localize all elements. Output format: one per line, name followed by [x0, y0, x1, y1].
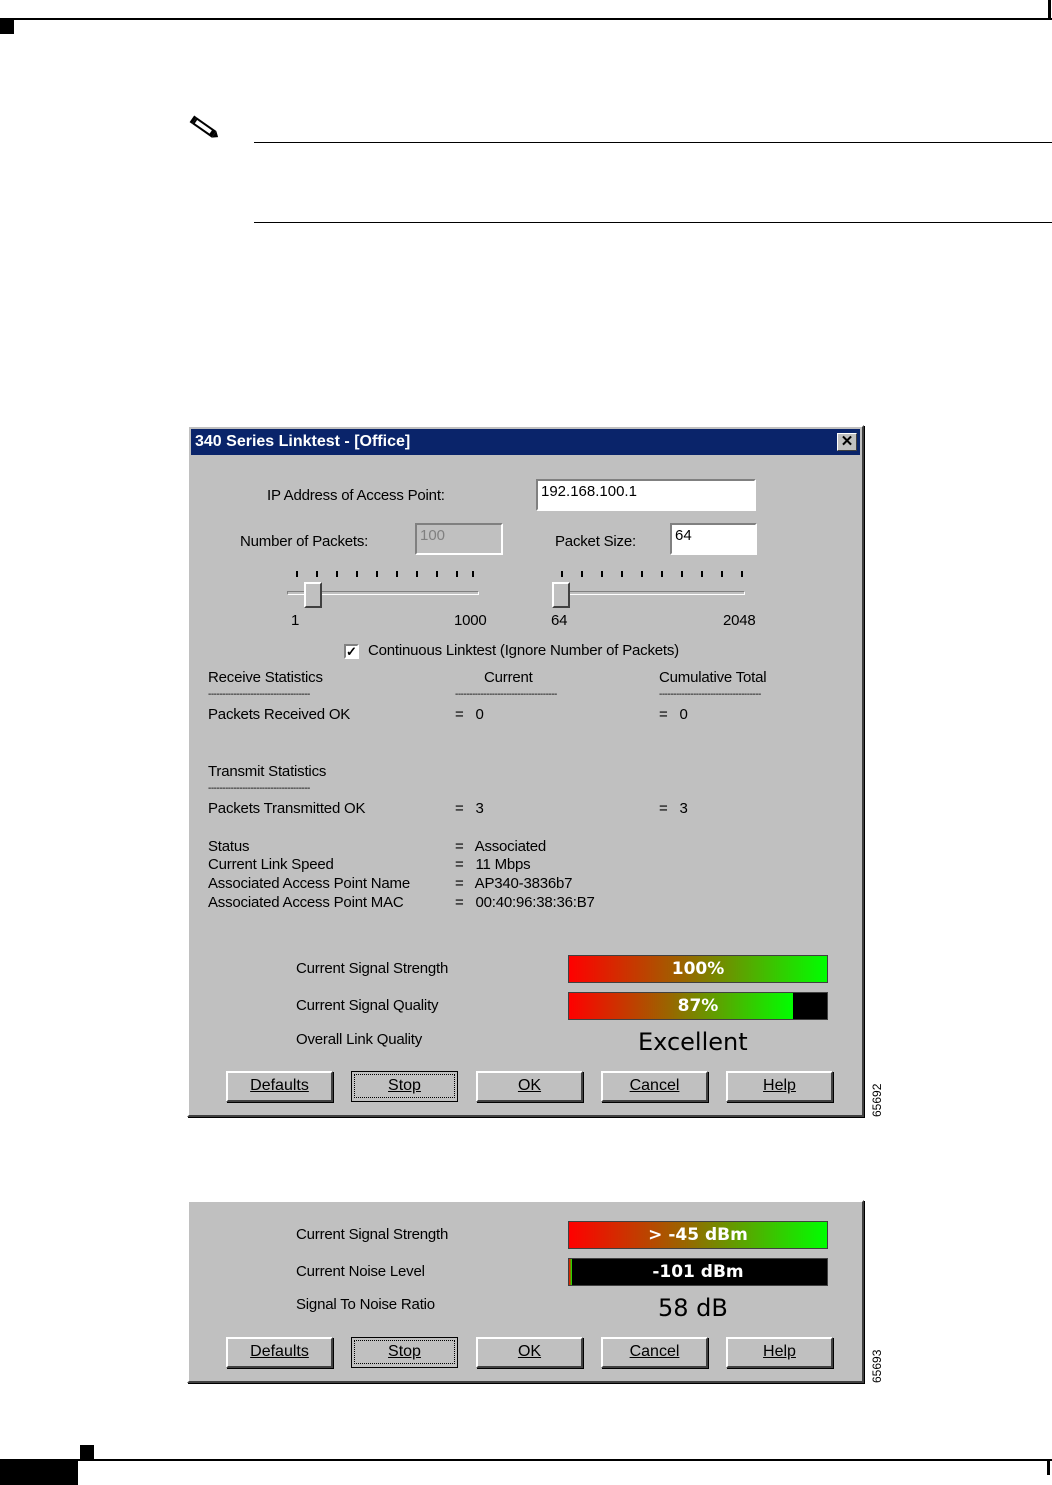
continuous-linktest-checkbox[interactable] [344, 644, 359, 659]
note-bottom-rule [254, 222, 1052, 223]
packet-size-slider[interactable] [552, 571, 752, 611]
defaults-button[interactable]: Defaults [226, 1337, 333, 1368]
packets-slider[interactable] [287, 571, 487, 611]
header-underline: ------------------------------------ [208, 785, 310, 793]
slider-tick [316, 571, 318, 577]
signal-strength-bar [568, 955, 828, 983]
page-number-block [0, 1461, 78, 1485]
slider-tick [396, 571, 398, 577]
status-label: Status [208, 838, 250, 855]
slider-thumb[interactable] [552, 582, 570, 608]
packets-transmitted-current: = 3 [455, 800, 484, 817]
ap-name-value: = AP340-3836b7 [455, 875, 573, 892]
current-column-header: Current [484, 669, 533, 686]
stop-button[interactable]: Stop [351, 1337, 458, 1368]
slider-tick [581, 571, 583, 577]
linktest-dialog [187, 425, 864, 1117]
slider-tick [701, 571, 703, 577]
snr-value: 58 dB [658, 1294, 728, 1322]
ip-address-label: IP Address of Access Point: [267, 487, 445, 504]
figure-id: 65692 [870, 1083, 884, 1117]
number-of-packets-label: Number of Packets: [240, 533, 369, 550]
packets-received-label: Packets Received OK [208, 706, 351, 723]
status-value: = Associated [455, 838, 547, 855]
signal-strength-value: 100% [671, 959, 725, 979]
packet-size-label: Packet Size: [555, 533, 636, 550]
slider-min-label: 64 [551, 612, 568, 629]
signal-strength-bar [568, 1221, 828, 1249]
link-speed-value: = 11 Mbps [455, 856, 531, 873]
signal-strength-label: Current Signal Strength [296, 960, 449, 977]
transmit-statistics-header: Transmit Statistics [208, 763, 327, 780]
checkmark-icon: ✓ [346, 644, 357, 659]
close-icon: ✕ [840, 433, 854, 450]
link-quality-label: Overall Link Quality [296, 1031, 423, 1048]
slider-tick [681, 571, 683, 577]
slider-tick [436, 571, 438, 577]
snr-label: Signal To Noise Ratio [296, 1296, 435, 1313]
slider-tick [456, 571, 458, 577]
figure-id: 65693 [870, 1349, 884, 1383]
packets-transmitted-label: Packets Transmitted OK [208, 800, 366, 817]
pencil-note-icon [188, 114, 222, 142]
slider-tick [741, 571, 743, 577]
ap-mac-value: = 00:40:96:38:36:B7 [455, 894, 595, 911]
slider-thumb[interactable] [304, 582, 322, 608]
defaults-button[interactable]: Defaults [226, 1071, 333, 1102]
noise-level-label: Current Noise Level [296, 1263, 425, 1280]
slider-tick [356, 571, 358, 577]
ok-button[interactable]: OK [476, 1337, 583, 1368]
ok-button[interactable]: OK [476, 1071, 583, 1102]
cancel-button[interactable]: Cancel [601, 1337, 708, 1368]
signal-noise-panel [187, 1200, 864, 1383]
signal-strength-label: Current Signal Strength [296, 1226, 449, 1243]
link-speed-label: Current Link Speed [208, 856, 334, 873]
signal-quality-label: Current Signal Quality [296, 997, 439, 1014]
slider-tick [296, 571, 298, 577]
slider-track [552, 591, 745, 595]
number-of-packets-input[interactable]: 100 [415, 523, 503, 555]
page-corner-mark [1047, 1461, 1050, 1475]
noise-level-value: -101 dBm [652, 1262, 744, 1282]
link-quality-value: Excellent [638, 1028, 748, 1056]
title-bar [191, 429, 860, 455]
help-button[interactable]: Help [726, 1071, 833, 1102]
signal-quality-bar [568, 992, 828, 1020]
continuous-linktest-label: Continuous Linktest (Ignore Number of Packets) [368, 642, 679, 659]
slider-tick [472, 571, 474, 577]
header-underline: ------------------------------------ [455, 691, 557, 699]
signal-quality-value: 87% [677, 996, 719, 1016]
slider-tick [641, 571, 643, 577]
packet-size-input[interactable]: 64 [670, 523, 757, 555]
slider-tick [661, 571, 663, 577]
note-top-rule [254, 142, 1052, 143]
signal-strength-value: > -45 dBm [648, 1225, 748, 1245]
close-button[interactable] [837, 433, 857, 451]
window-title: 340 Series Linktest - [Office] [195, 433, 411, 450]
slider-tick [561, 571, 563, 577]
ap-mac-label: Associated Access Point MAC [208, 894, 404, 911]
stop-button[interactable]: Stop [351, 1071, 458, 1102]
packets-transmitted-total: = 3 [659, 800, 688, 817]
slider-tick [601, 571, 603, 577]
page-bottom-rule [0, 1459, 1052, 1461]
slider-tick [721, 571, 723, 577]
help-button[interactable]: Help [726, 1337, 833, 1368]
ip-address-input[interactable]: 192.168.100.1 [536, 479, 756, 511]
slider-tick [621, 571, 623, 577]
header-underline: ------------------------------------ [208, 691, 310, 699]
slider-max-label: 1000 [454, 612, 487, 629]
page-corner-mark [0, 20, 14, 34]
page-corner-mark [80, 1445, 94, 1459]
cumulative-column-header: Cumulative Total [659, 669, 767, 686]
cancel-button[interactable]: Cancel [601, 1071, 708, 1102]
slider-tick [376, 571, 378, 577]
packets-received-current: = 0 [455, 706, 484, 723]
slider-tick [336, 571, 338, 577]
packets-received-total: = 0 [659, 706, 688, 723]
header-underline: ------------------------------------ [659, 691, 761, 699]
ap-name-label: Associated Access Point Name [208, 875, 410, 892]
slider-max-label: 2048 [723, 612, 756, 629]
receive-statistics-header: Receive Statistics [208, 669, 323, 686]
slider-min-label: 1 [291, 612, 300, 629]
page-top-rule [0, 18, 1052, 20]
slider-tick [416, 571, 418, 577]
noise-level-bar [568, 1258, 828, 1286]
page-corner-mark [1048, 0, 1051, 18]
